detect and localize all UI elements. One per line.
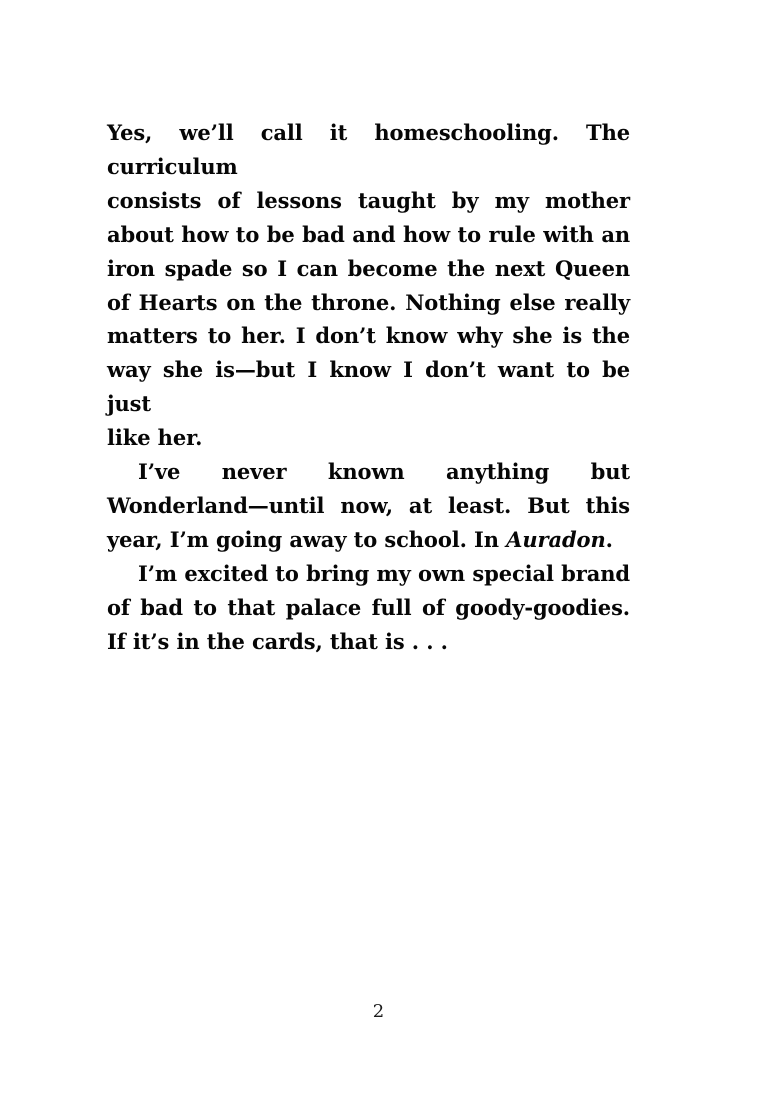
text-segment: consists of lessons taught by my mother <box>107 187 630 213</box>
text-segment: I’m excited to bring my own special brand <box>138 560 630 586</box>
text-line <box>107 489 630 523</box>
text-line <box>107 591 630 625</box>
text-segment: like her. <box>107 425 203 451</box>
text-line <box>107 218 630 252</box>
page-number: 2 <box>372 1001 385 1022</box>
text-segment: of Hearts on the throne. Nothing else really <box>107 289 630 315</box>
italic-text: Auradon <box>506 526 606 552</box>
text-segment: Yes, we’ll call it homeschooling. The curriculum <box>107 120 630 179</box>
text-line <box>107 252 630 286</box>
text-segment: Wonderland—until now, at least. But this <box>107 492 630 518</box>
text-segment: iron spade so I can become the next Queen <box>107 255 630 281</box>
text-segment: of bad to that palace full of goody-goodies. <box>107 594 630 620</box>
text-line <box>107 286 630 320</box>
text-line <box>107 319 630 353</box>
text-line <box>107 625 630 659</box>
text-line <box>107 523 630 557</box>
text-line <box>107 557 630 591</box>
text-segment: I’ve never known anything but <box>138 459 630 485</box>
text-line <box>107 353 630 421</box>
page-text <box>107 116 630 659</box>
text-segment: about how to be bad and how to rule with an <box>107 221 630 247</box>
text-segment: way she is—but I know I don’t want to be just <box>107 357 630 417</box>
text-segment: year, I’m going away to school. In <box>107 526 507 552</box>
text-segment: . <box>605 526 613 552</box>
text-line <box>107 421 630 455</box>
text-segment: If it’s in the cards, that is . . . <box>107 628 448 654</box>
text-line <box>107 455 630 489</box>
text-line <box>107 116 630 184</box>
text-segment: matters to her. I don’t know why she is the <box>107 323 630 349</box>
text-line <box>107 184 630 218</box>
